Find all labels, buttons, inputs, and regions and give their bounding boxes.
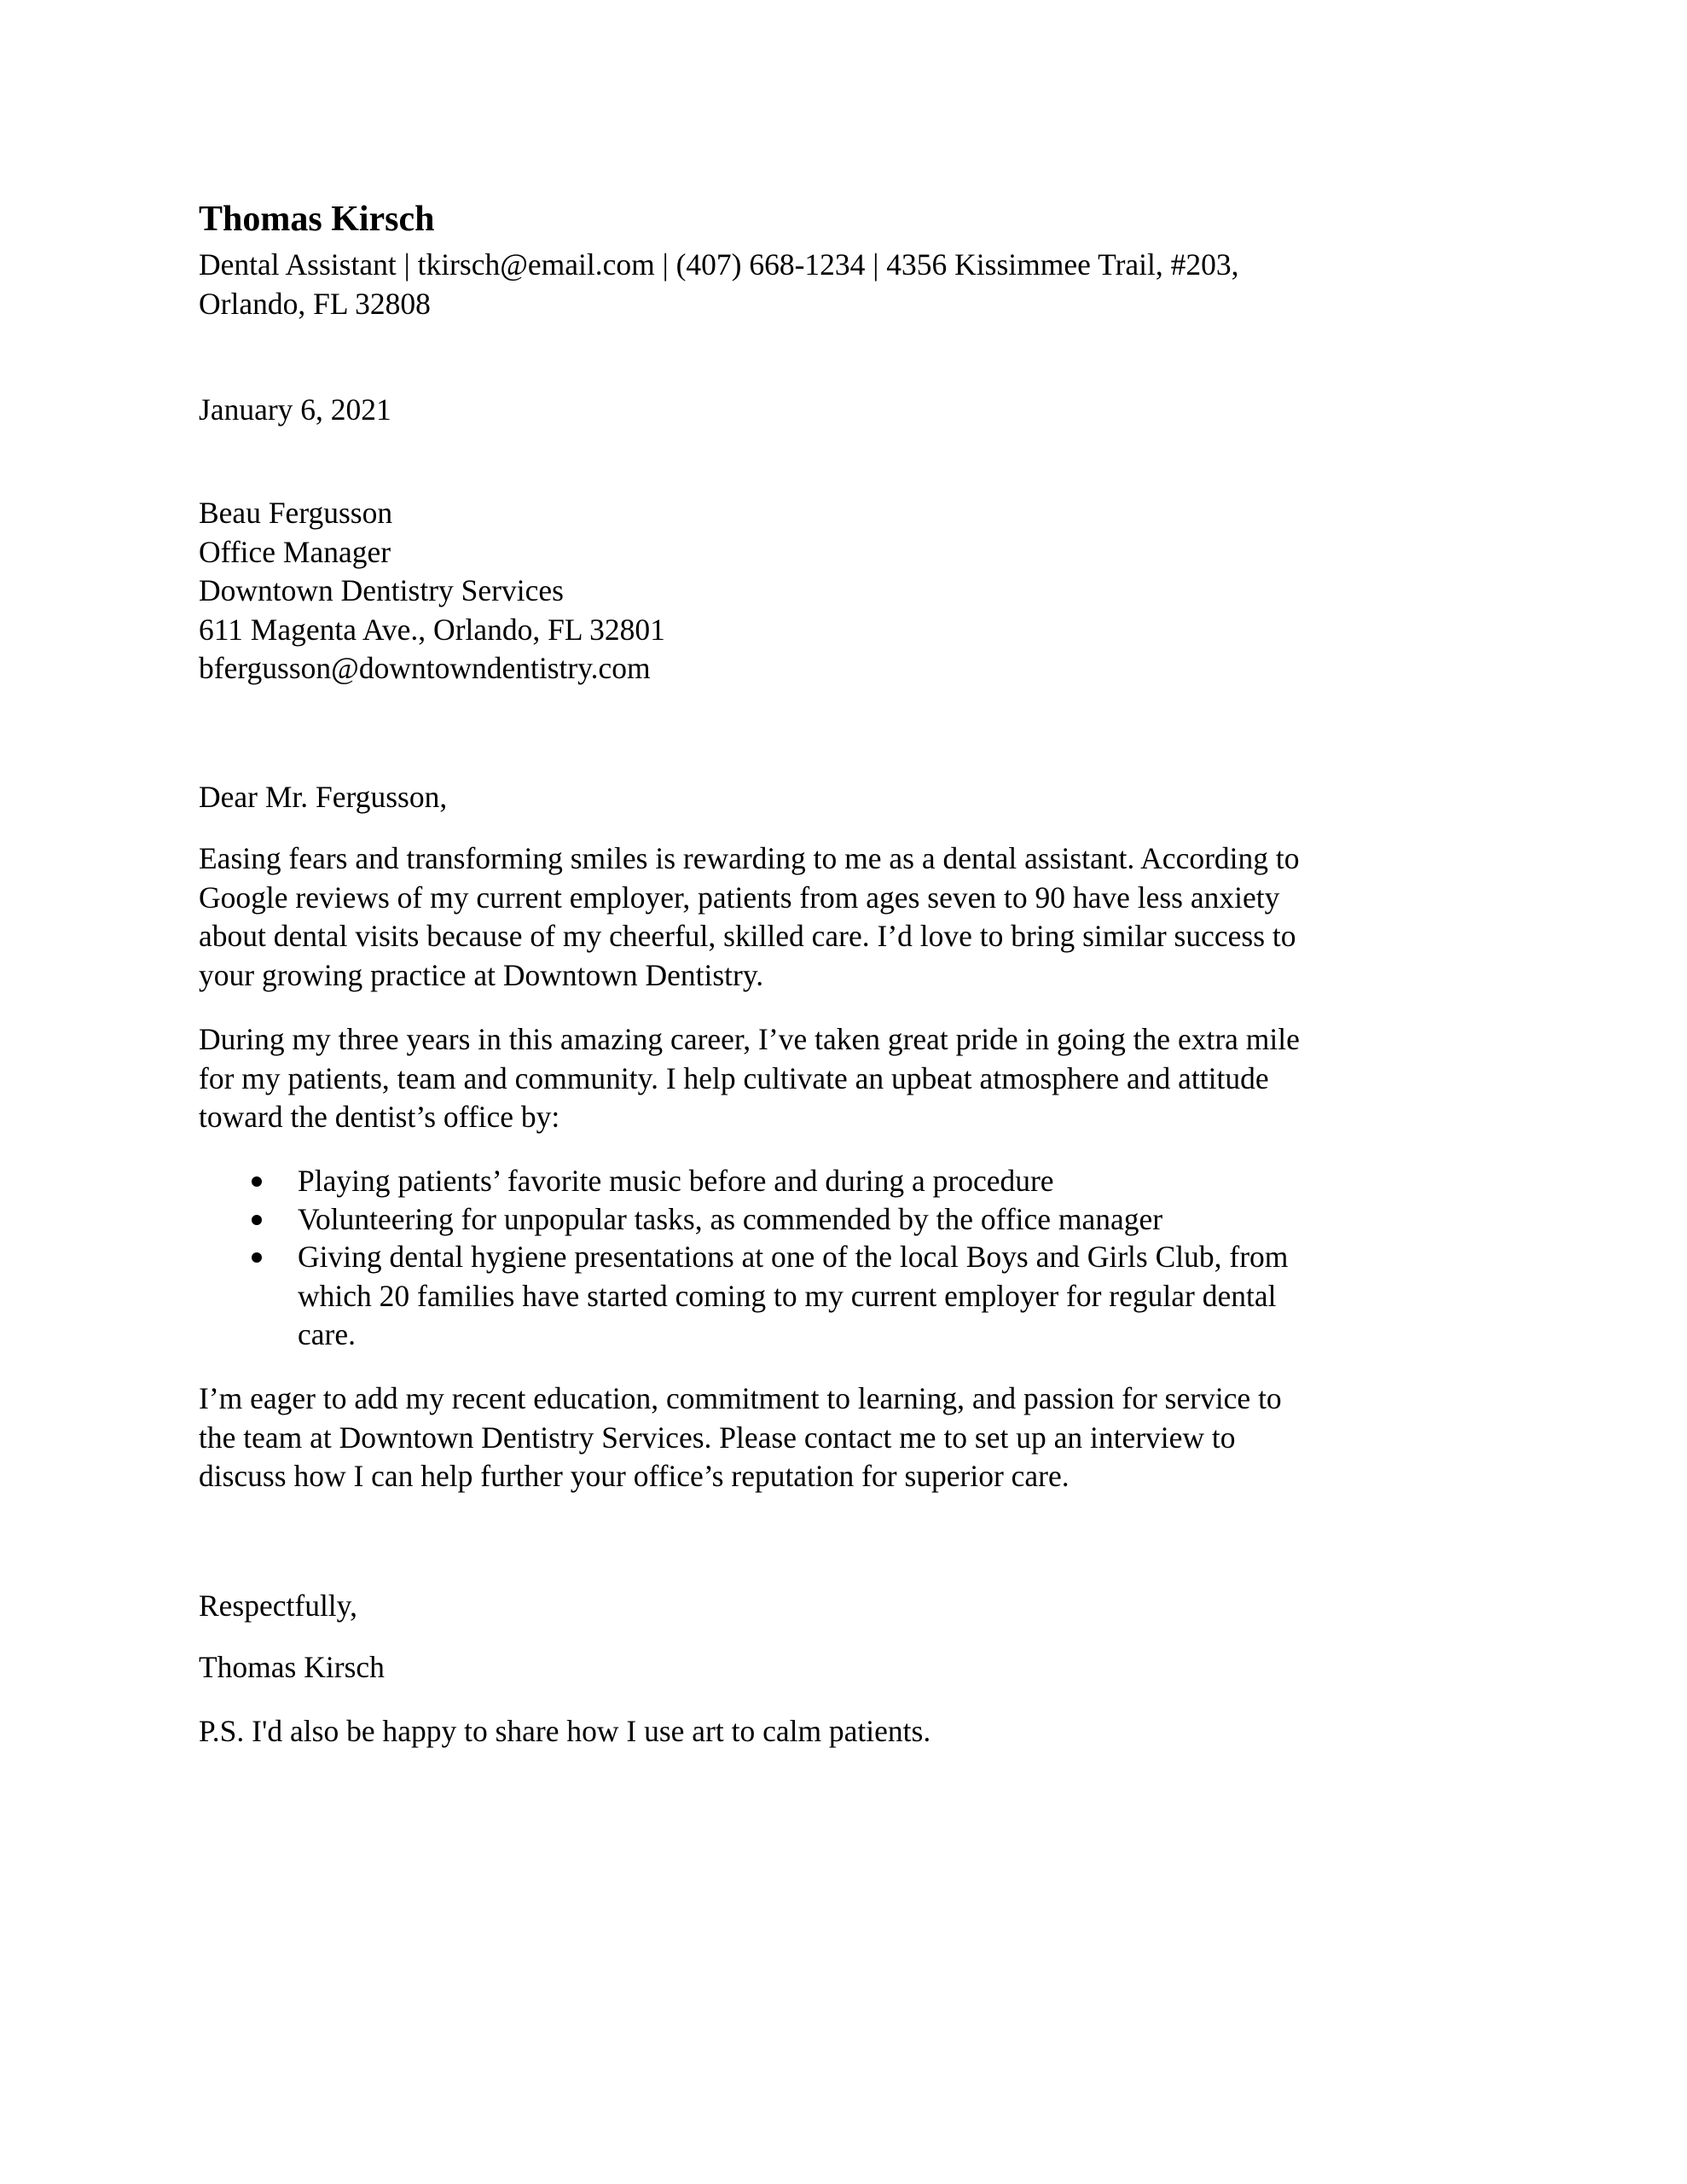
paragraph-line: discuss how I can help further your office’s reputation for superior care. <box>199 1459 1070 1493</box>
list-item-text: Playing patients’ favorite music before and during a procedure <box>298 1164 1054 1198</box>
achievements-list <box>199 1162 1504 1355</box>
sender-name: Thomas Kirsch <box>199 200 435 239</box>
paragraph-intro <box>199 839 1504 995</box>
paragraph-line: your growing practice at Downtown Dentistry. <box>199 957 764 992</box>
list-item <box>199 1162 1504 1200</box>
recipient-email: bfergusson@downtowndentistry.com <box>199 651 651 685</box>
paragraph-line: I’m eager to add my recent education, commitment to learning, and passion for service to <box>199 1381 1282 1415</box>
letter-date: January 6, 2021 <box>199 392 391 427</box>
paragraph-line: Easing fears and transforming smiles is rewarding to me as a dental assistant. According to <box>199 841 1300 875</box>
contact-line: Dental Assistant | tkirsch@email.com | (407) 668-1234 | 4356 Kissimmee Trail, #203, <box>199 247 1239 282</box>
list-item <box>199 1200 1504 1239</box>
signature: Thomas Kirsch <box>199 1650 385 1684</box>
paragraph-closing <box>199 1380 1504 1496</box>
list-item <box>199 1238 1504 1355</box>
paragraph-line: for my patients, team and community. I help cultivate an upbeat atmosphere and attitude <box>199 1060 1269 1095</box>
bullet-icon <box>252 1215 262 1225</box>
paragraph-line: During my three years in this amazing career, I’ve taken great pride in going the extra mile <box>199 1022 1300 1056</box>
contact-line: Orlando, FL 32808 <box>199 286 431 321</box>
list-item-text: Volunteering for unpopular tasks, as commended by the office manager <box>298 1201 1163 1236</box>
paragraph-line: toward the dentist’s office by: <box>199 1100 560 1134</box>
recipient-name: Beau Fergusson <box>199 496 393 530</box>
sender-contact <box>199 246 1504 323</box>
paragraph-experience <box>199 1020 1504 1137</box>
list-item-text: care. <box>298 1317 356 1351</box>
recipient-company: Downtown Dentistry Services <box>199 573 564 607</box>
paragraph-line: Google reviews of my current employer, patients from ages seven to 90 have less anxiety <box>199 880 1280 915</box>
recipient-block <box>199 494 1504 688</box>
list-item-text: which 20 families have started coming to my current employer for regular dental <box>298 1278 1277 1313</box>
closing-phrase: Respectfully, <box>199 1589 357 1623</box>
paragraph-line: about dental visits because of my cheerful, skilled care. I’d love to bring similar success to <box>199 919 1296 953</box>
salutation: Dear Mr. Fergusson, <box>199 780 448 814</box>
recipient-address: 611 Magenta Ave., Orlando, FL 32801 <box>199 612 665 647</box>
recipient-title: Office Manager <box>199 534 391 569</box>
bullet-icon <box>252 1176 262 1187</box>
list-item-text: Giving dental hygiene presentations at one of the local Boys and Girls Club, from <box>298 1240 1289 1274</box>
postscript: P.S. I'd also be happy to share how I use art to calm patients. <box>199 1714 931 1748</box>
bullet-icon <box>252 1252 262 1263</box>
paragraph-line: the team at Downtown Dentistry Services. Please contact me to set up an interview to <box>199 1420 1236 1455</box>
